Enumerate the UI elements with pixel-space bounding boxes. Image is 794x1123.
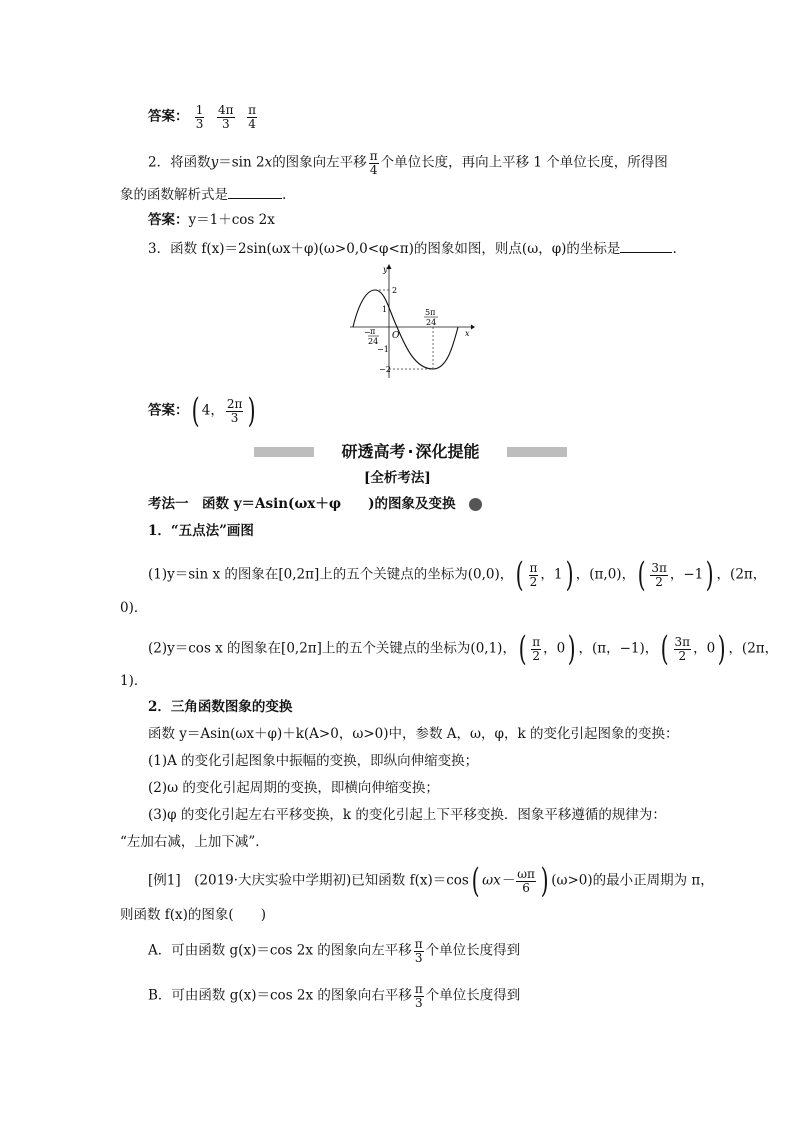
origin-label: O	[392, 331, 400, 341]
x-right-num: 5π	[425, 308, 436, 317]
fraction: $\frac{\pi}{4}$	[248, 103, 257, 131]
q3-answer: 答案：( 4， $\frac{2\pi}{3}$ )	[148, 391, 257, 431]
fraction: $\frac{\pi}{4}$	[369, 149, 378, 177]
example-1: [例1] (2019·大庆实验中学期初)已知函数 f(x)＝cos( ωx－ $\frac{\omega\pi}{6}$ ) (ω>0)的最小正周期为 π，	[148, 861, 714, 901]
option-b: B．可由函数 g(x)＝cos 2x 的图象向右平移 $\frac{\pi}{3}$ 个单位长度得到	[148, 982, 521, 1010]
sine-graph	[345, 262, 475, 380]
y-axis-label: y	[383, 265, 388, 274]
x-right-den: 24	[426, 318, 437, 327]
p1-1-line: (1)y＝sin x 的图象在[0,2π]上的五个关键点的坐标为(0,0)，( $\frac{\pi}{2}$ ，1) ，(π,0)，( $\frac{3\pi}{2}$ ，−1) ，(2π，	[148, 555, 767, 595]
y-tick-2: 2	[392, 286, 398, 295]
banner-title: 研透高考 · 深化提能	[314, 440, 507, 464]
p1-2-line: (2)y＝cos x 的图象在[0,2π]上的五个关键点的坐标为(0,1)，( $\frac{\pi}{2}$ ，0) ，(π，−1)，( $\frac{3\pi}{2}$ ，0) ，(2π，	[148, 629, 779, 669]
p2-item-4: “左加右减，上加下减”．	[120, 834, 269, 850]
x-left-num: π	[370, 327, 376, 336]
q2-answer: 答案：y＝1＋cos 2x	[148, 212, 275, 228]
p2-item-2: (2)ω 的变化引起周期的变换，即横向伸缩变换；	[148, 780, 439, 796]
y-tick-neg2: −2	[379, 365, 391, 374]
q2-line1: 2．将函数y＝sin 2x的图象向左平移 $\frac{\pi}{4}$ 个单位长度，再向上平移 1 个单位长度，所得图	[148, 149, 668, 177]
fraction: $\frac{\pi}{2}$	[529, 560, 538, 589]
section-banner	[254, 440, 567, 464]
x-left-sign: −	[364, 328, 371, 337]
p2-title: 2．三角函数图象的变换	[148, 699, 293, 715]
fraction: $\frac{\pi}{3}$	[414, 982, 423, 1010]
fraction: $\frac{3\pi}{2}$	[674, 634, 691, 663]
fraction: $\frac{2\pi}{3}$	[226, 396, 243, 425]
fraction: $\frac{1}{3}$	[195, 103, 204, 131]
y-tick-1: 1	[382, 305, 388, 314]
q3-text: 3．函数 f(x)＝2sin(ωx＋φ)(ω>0,0<φ<π)的图象如图，则点(ω，φ)的坐标是 .	[148, 238, 677, 259]
answer-blank	[620, 238, 672, 253]
p2-intro: 函数 y＝Asin(ωx＋φ)＋k(A>0，ω>0)中，参数 A，ω，φ，k 的变化引起图象的变换：	[148, 726, 679, 742]
example-1-line2: 则函数 f(x)的图象( )	[120, 907, 266, 923]
p1-2-cont: 1)．	[120, 673, 148, 689]
method-heading: 考法一 函数 y＝Asin(ωx＋φ )的图象及变换	[148, 494, 482, 514]
answer-label: 答案：	[148, 108, 189, 125]
q2-line2: 象的函数解析式是 .	[120, 184, 286, 205]
fraction: $\frac{\pi}{2}$	[532, 634, 541, 663]
y-tick-neg1: −1	[377, 345, 389, 354]
fraction: $\frac{\omega\pi}{6}$	[517, 866, 535, 895]
x-left-den: 24	[368, 337, 379, 346]
answer-blank	[228, 184, 282, 199]
x-axis-label: x	[465, 329, 470, 338]
fraction: $\frac{4\pi}{3}$	[218, 103, 234, 131]
p1-1-cont: 0)．	[120, 600, 148, 616]
dot-icon	[469, 498, 482, 511]
p2-item-1: (1)A 的变化引起图象中振幅的变换，即纵向伸缩变换；	[148, 753, 479, 769]
p1-title: 1．“五点法”画图	[148, 523, 254, 539]
section-label: [全析考法]	[364, 470, 431, 486]
q1-answer	[148, 104, 259, 130]
fraction: $\frac{3\pi}{2}$	[651, 560, 667, 589]
option-a: A．可由函数 g(x)＝cos 2x 的图象向左平移 $\frac{\pi}{3}$ 个单位长度得到	[148, 937, 521, 965]
fraction: $\frac{\pi}{3}$	[414, 937, 423, 965]
p2-item-3: (3)φ 的变化引起左右平移变换，k 的变化引起上下平移变换．图象平移遵循的规律为：	[148, 807, 666, 823]
